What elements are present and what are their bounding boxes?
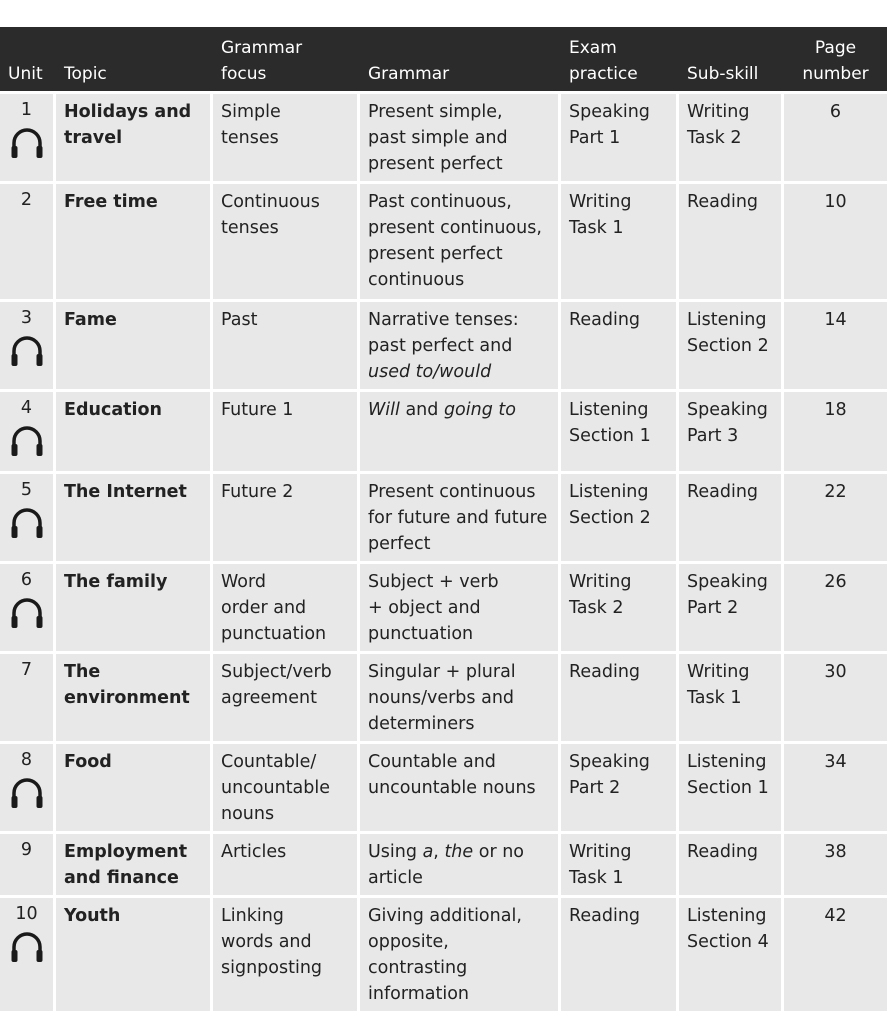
exam-practice-cell: Reading <box>561 651 679 741</box>
sub-skill-cell: Reading <box>679 181 784 299</box>
grammar-cell <box>360 471 561 561</box>
unit-cell <box>0 299 56 389</box>
unit-number: 10 <box>15 904 38 924</box>
grammar-text: Present continuous for future and future perfect <box>368 482 548 554</box>
grammar-text: Using <box>368 842 423 862</box>
table-body <box>0 91 887 1011</box>
page-number-cell: 30 <box>784 651 887 741</box>
headphones-icon <box>9 595 45 631</box>
grammar-text: Countable and uncountable nouns <box>368 752 536 798</box>
page-number-cell: 34 <box>784 741 887 831</box>
grammar-text: Present simple, past simple and present perfect <box>368 102 508 174</box>
header-row <box>0 27 887 91</box>
table-row <box>0 831 887 895</box>
table-row <box>0 561 887 651</box>
unit-number: 3 <box>20 308 33 328</box>
exam-practice-cell: Reading <box>561 299 679 389</box>
sub-skill-cell: Listening Section 4 <box>679 895 784 1011</box>
contents-table <box>0 27 887 1011</box>
exam-practice-cell: Writing Task 1 <box>561 831 679 895</box>
grammar-italic-text: going to <box>443 400 516 420</box>
grammar-focus-cell: Future 2 <box>213 471 360 561</box>
grammar-cell <box>360 389 561 471</box>
topic-cell: Free time <box>56 181 213 299</box>
grammar-cell <box>360 299 561 389</box>
header-grammar-focus: Grammar focus <box>213 27 360 91</box>
headphones-icon <box>9 775 45 811</box>
headphones-icon <box>9 423 45 459</box>
topic-cell: Education <box>56 389 213 471</box>
exam-practice-cell: Reading <box>561 895 679 1011</box>
header-exam-practice: Exam practice <box>561 27 679 91</box>
sub-skill-cell: Reading <box>679 831 784 895</box>
table-row <box>0 181 887 299</box>
grammar-focus-cell: Simple tenses <box>213 91 360 181</box>
table-row <box>0 389 887 471</box>
grammar-focus-cell: Countable/ uncountable nouns <box>213 741 360 831</box>
grammar-focus-cell: Future 1 <box>213 389 360 471</box>
sub-skill-cell: Reading <box>679 471 784 561</box>
sub-skill-cell: Listening Section 2 <box>679 299 784 389</box>
grammar-cell <box>360 561 561 651</box>
grammar-cell <box>360 831 561 895</box>
page-number-cell: 26 <box>784 561 887 651</box>
exam-practice-cell: Speaking Part 1 <box>561 91 679 181</box>
header-grammar: Grammar <box>360 27 561 91</box>
exam-practice-cell: Listening Section 1 <box>561 389 679 471</box>
topic-cell: Youth <box>56 895 213 1011</box>
table-row <box>0 651 887 741</box>
grammar-cell <box>360 91 561 181</box>
grammar-focus-cell: Articles <box>213 831 360 895</box>
grammar-text: Past continuous, present continuous, present perfect continuous <box>368 192 542 290</box>
exam-practice-cell: Speaking Part 2 <box>561 741 679 831</box>
grammar-cell <box>360 895 561 1011</box>
grammar-italic-text: a <box>422 842 434 862</box>
grammar-text: Narrative tenses: past perfect and <box>368 310 519 356</box>
header-page-number: Page number <box>784 27 887 91</box>
topic-cell: The environment <box>56 651 213 741</box>
headphones-icon <box>9 125 45 161</box>
unit-number: 2 <box>20 190 33 210</box>
sub-skill-cell: Writing Task 2 <box>679 91 784 181</box>
grammar-focus-cell: Subject/verb agreement <box>213 651 360 741</box>
unit-cell <box>0 741 56 831</box>
page-number-cell: 18 <box>784 389 887 471</box>
unit-cell <box>0 91 56 181</box>
unit-number: 6 <box>20 570 33 590</box>
grammar-italic-text: the <box>444 842 474 862</box>
grammar-text: , <box>433 842 445 862</box>
headphones-icon <box>9 505 45 541</box>
topic-cell: Food <box>56 741 213 831</box>
page-number-cell: 10 <box>784 181 887 299</box>
table-row <box>0 471 887 561</box>
unit-number: 8 <box>20 750 33 770</box>
table-row <box>0 299 887 389</box>
grammar-focus-cell: Word order and punctuation <box>213 561 360 651</box>
sub-skill-cell: Listening Section 1 <box>679 741 784 831</box>
unit-cell <box>0 389 56 471</box>
exam-practice-cell: Writing Task 1 <box>561 181 679 299</box>
unit-number: 9 <box>20 840 33 860</box>
page-number-cell: 38 <box>784 831 887 895</box>
headphones-icon <box>9 333 45 369</box>
unit-cell <box>0 651 56 741</box>
page-number-cell: 42 <box>784 895 887 1011</box>
grammar-italic-text: used to/would <box>368 362 492 382</box>
topic-cell: Employment and finance <box>56 831 213 895</box>
sub-skill-cell: Writing Task 1 <box>679 651 784 741</box>
grammar-focus-cell: Past <box>213 299 360 389</box>
grammar-cell <box>360 181 561 299</box>
table-row <box>0 741 887 831</box>
grammar-cell <box>360 741 561 831</box>
topic-cell: The Internet <box>56 471 213 561</box>
grammar-focus-cell: Continuous tenses <box>213 181 360 299</box>
grammar-text: Singular + plural nouns/verbs and determiners <box>368 662 516 734</box>
exam-practice-cell: Writing Task 2 <box>561 561 679 651</box>
header-topic: Topic <box>56 27 213 91</box>
headphones-icon <box>9 929 45 965</box>
sub-skill-cell: Speaking Part 2 <box>679 561 784 651</box>
unit-number: 5 <box>20 480 33 500</box>
sub-skill-cell: Speaking Part 3 <box>679 389 784 471</box>
unit-cell <box>0 471 56 561</box>
table-row <box>0 895 887 1011</box>
grammar-text: and <box>399 400 444 420</box>
unit-cell <box>0 895 56 1011</box>
grammar-text: Giving additional, opposite, contrasting information <box>368 906 522 1004</box>
page-number-cell: 22 <box>784 471 887 561</box>
topic-cell: Holidays and travel <box>56 91 213 181</box>
unit-cell <box>0 181 56 299</box>
unit-cell <box>0 561 56 651</box>
unit-number: 7 <box>20 660 33 680</box>
unit-number: 1 <box>20 100 33 120</box>
grammar-text: Subject + verb + object and punctuation <box>368 572 499 644</box>
grammar-text: or no article <box>368 842 524 888</box>
table-row <box>0 91 887 181</box>
unit-number: 4 <box>20 398 33 418</box>
topic-cell: The family <box>56 561 213 651</box>
page-number-cell: 14 <box>784 299 887 389</box>
header-unit: Unit <box>0 27 56 91</box>
unit-cell <box>0 831 56 895</box>
grammar-cell <box>360 651 561 741</box>
page-number-cell: 6 <box>784 91 887 181</box>
header-sub-skill: Sub-skill <box>679 27 784 91</box>
topic-cell: Fame <box>56 299 213 389</box>
exam-practice-cell: Listening Section 2 <box>561 471 679 561</box>
grammar-italic-text: Will <box>368 400 400 420</box>
grammar-focus-cell: Linking words and signposting <box>213 895 360 1011</box>
